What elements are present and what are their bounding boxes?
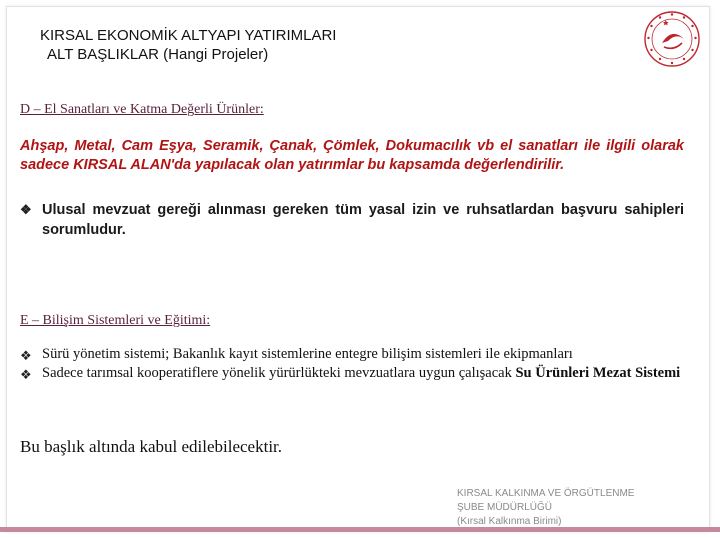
footer-line-1: KIRSAL KALKINMA VE ÖRGÜTLENME <box>457 488 635 499</box>
section-e-bullet-list <box>20 345 684 383</box>
diamond-bullet-icon: ❖ <box>20 348 32 363</box>
list-item <box>20 364 684 383</box>
closing-statement: Bu başlık altında kabul edilebilecektir. <box>20 437 283 456</box>
section-e-heading: E – Bilişim Sistemleri ve Eğitimi: <box>20 313 211 328</box>
diamond-bullet-icon: ❖ <box>20 367 32 382</box>
section-e-bullet-1-text: Sürü yönetim sistemi; Bakanlık kayıt sistemlerine entegre bilişim sistemleri ile ekipmanları <box>42 346 573 362</box>
ministry-seal-icon <box>640 9 704 69</box>
footer-line-3: (Kırsal Kalkınma Birimi) <box>457 516 562 527</box>
page-title-line-1: KIRSAL EKONOMİK ALTYAPI YATIRIMLARI <box>40 27 337 44</box>
section-e-bullet-2-emphasis: Su Ürünleri Mezat Sistemi <box>515 365 681 381</box>
section-d-bullet-list <box>20 200 684 240</box>
list-item <box>20 200 684 240</box>
section-d-paragraph: Ahşap, Metal, Cam Eşya, Seramik, Çanak, Çömlek, Dokumacılık vb el sanatları ile ilgili olarak sadece KIRSAL ALAN'da yapılacak olan yatırımlar bu kapsamda değerlendirilir. <box>20 138 684 173</box>
section-d-heading: D – El Sanatları ve Katma Değerli Ürünler: <box>20 102 264 117</box>
section-e-bullet-2-text: Sadece tarımsal kooperatiflere yönelik yürürlükteki mevzuatlara uygun çalışacak <box>42 365 516 381</box>
footer-line-2: ŞUBE MÜDÜRLÜĞÜ <box>457 502 553 513</box>
diamond-bullet-icon: ❖ <box>20 202 32 217</box>
footer-accent-bar <box>0 527 720 532</box>
section-d-bullet-text: Ulusal mevzuat gereği alınması gereken tüm yasal izin ve ruhsatlardan başvuru sahipleri sorumludur. <box>42 202 684 238</box>
page-title <box>40 26 336 64</box>
footer-department-note <box>457 487 697 529</box>
list-item <box>20 345 684 364</box>
page-title-line-2: ALT BAŞLIKLAR (Hangi Projeler) <box>47 46 269 63</box>
